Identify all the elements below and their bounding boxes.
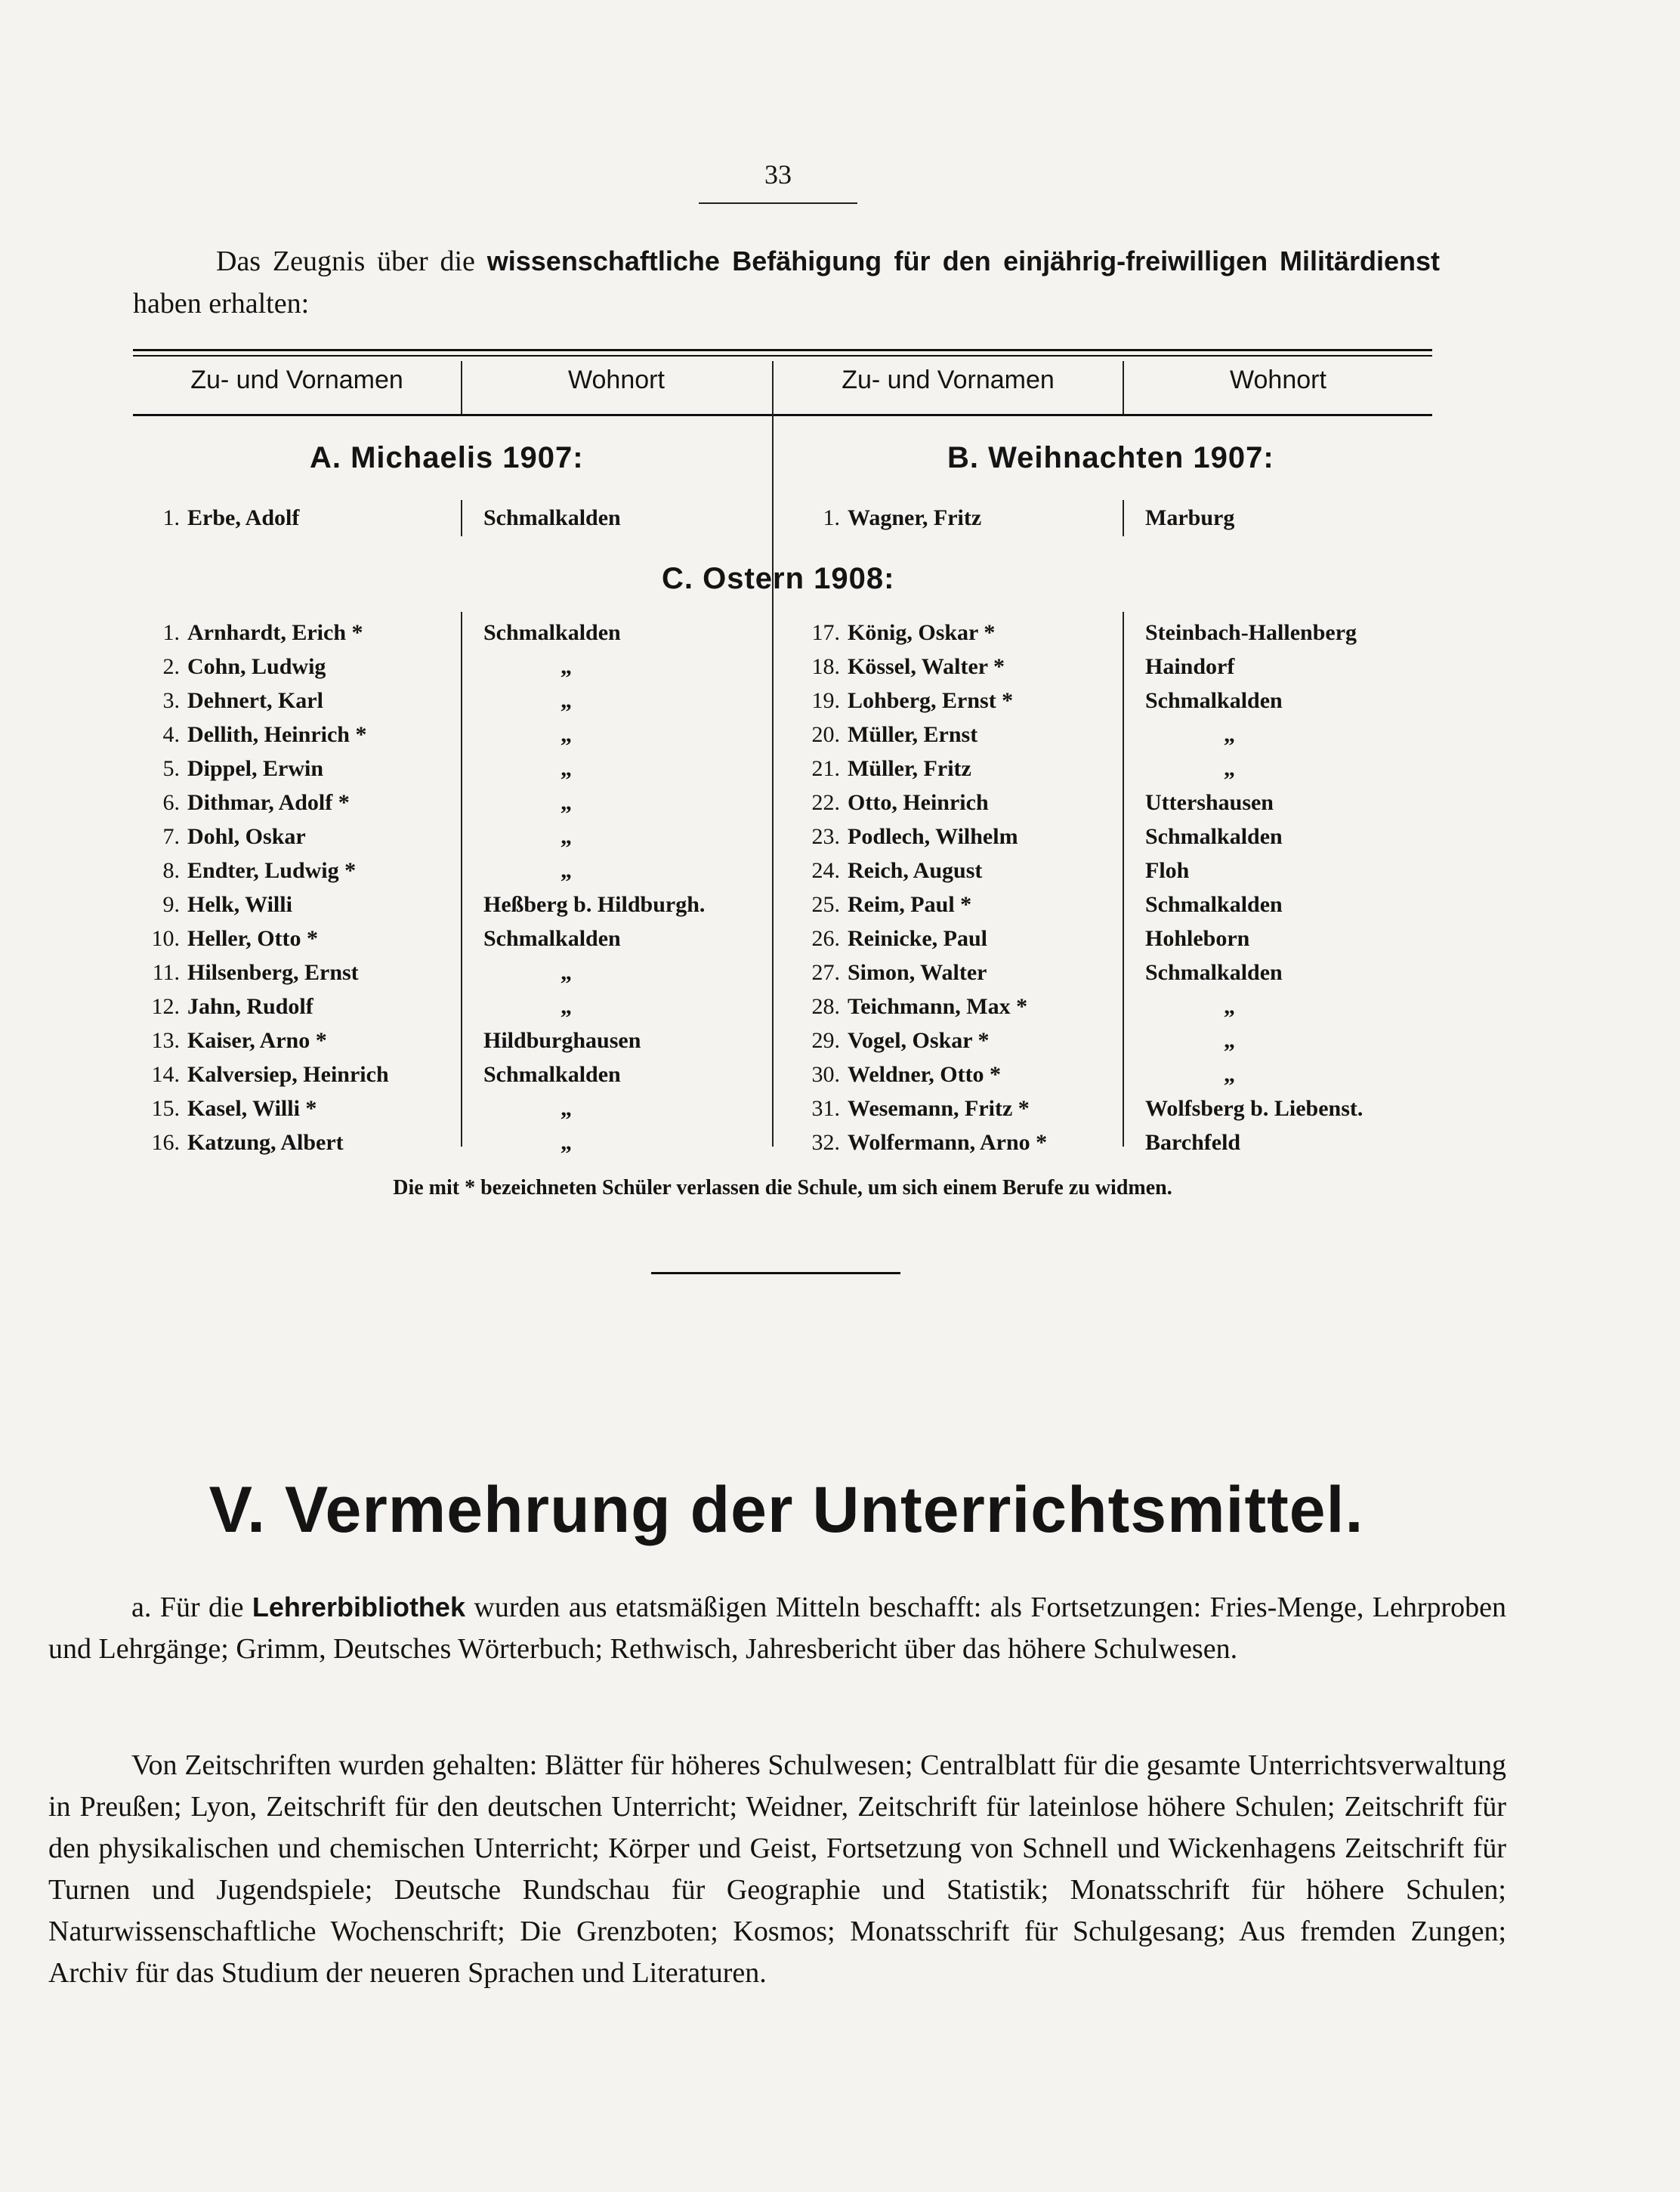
col-header-place-left: Wohnort: [568, 366, 665, 394]
row-name: Wagner, Fritz: [848, 505, 982, 530]
paragraph-lehrerbibliothek: [48, 1586, 1506, 1670]
row-place: „: [561, 722, 572, 747]
row-name: Dellith, Heinrich *: [187, 722, 367, 747]
row-place: Steinbach-Hallenberg: [1145, 620, 1357, 645]
col-header-place-right: Wohnort: [1230, 366, 1326, 394]
col-divider-header-1: [461, 361, 462, 414]
row-name: Otto, Heinrich: [848, 790, 989, 815]
paragraph-zeitschriften: [48, 1745, 1506, 1994]
row-number: 27.: [811, 960, 840, 985]
row-number: 25.: [811, 892, 840, 917]
row-name: Dohl, Oskar: [187, 824, 306, 849]
col-header-name-left: Zu- und Vornamen: [190, 366, 403, 394]
row-number: 18.: [811, 654, 840, 679]
row-number: 29.: [811, 1028, 840, 1053]
row-place: „: [561, 688, 572, 713]
row-place: Schmalkalden: [1145, 960, 1283, 985]
row-place: Schmalkalden: [483, 1062, 621, 1087]
row-name: Müller, Ernst: [848, 722, 978, 747]
row-place: Schmalkalden: [483, 620, 621, 645]
row-place: „: [561, 790, 572, 815]
row-place: „: [1224, 1028, 1235, 1053]
row-number: 1.: [162, 620, 180, 645]
page-number: 33: [764, 159, 792, 190]
para1-prefix: a. Für die: [131, 1592, 244, 1623]
intro-text: [133, 240, 1440, 325]
chapter-heading: V. Vermehrung der Unterrichtsmittel.: [208, 1474, 1364, 1546]
row-number: 22.: [811, 790, 840, 815]
row-place: „: [561, 1096, 572, 1121]
row-number: 1.: [162, 505, 180, 530]
section-c-heading: C. Ostern 1908:: [662, 562, 895, 595]
col-divider-c-right: [1123, 612, 1124, 1147]
row-number: 15.: [151, 1096, 180, 1121]
row-number: 28.: [811, 994, 840, 1019]
section-a-heading: A. Michaelis 1907:: [310, 441, 584, 474]
row-number: 5.: [162, 756, 180, 781]
row-number: 26.: [811, 926, 840, 951]
row-name: Katzung, Albert: [187, 1130, 344, 1155]
row-number: 7.: [162, 824, 180, 849]
row-name: Heller, Otto *: [187, 926, 319, 951]
row-place: „: [1224, 1062, 1235, 1087]
row-number: 1.: [823, 505, 840, 530]
row-number: 21.: [811, 756, 840, 781]
row-number: 17.: [811, 620, 840, 645]
row-name: Cohn, Ludwig: [187, 654, 326, 679]
row-place: Uttershausen: [1145, 790, 1274, 815]
row-number: 19.: [811, 688, 840, 713]
row-name: Jahn, Rudolf: [187, 994, 313, 1019]
row-number: 8.: [162, 858, 180, 883]
row-place: „: [561, 858, 572, 883]
table-top-rule: [133, 349, 1432, 351]
intro-part2: haben erhalten:: [133, 288, 310, 320]
row-name: Müller, Fritz: [848, 756, 971, 781]
row-name: Dithmar, Adolf *: [187, 790, 350, 815]
row-number: 24.: [811, 858, 840, 883]
row-place: „: [561, 654, 572, 679]
table-top-rule-inner: [133, 355, 1432, 357]
row-place: „: [561, 824, 572, 849]
row-place: Schmalkalden: [483, 505, 621, 530]
section-divider: [651, 1272, 900, 1274]
col-divider-b: [1123, 500, 1124, 536]
row-number: 14.: [151, 1062, 180, 1087]
row-name: Lohberg, Ernst *: [848, 688, 1014, 713]
row-name: Erbe, Adolf: [187, 505, 300, 530]
row-place: Barchfeld: [1145, 1130, 1241, 1155]
row-name: Wolfermann, Arno *: [848, 1130, 1048, 1155]
col-header-name-right: Zu- und Vornamen: [842, 366, 1055, 394]
row-number: 11.: [152, 960, 180, 985]
intro-part1: Das Zeugnis über die: [216, 245, 475, 277]
section-b-heading: B. Weihnachten 1907:: [947, 441, 1274, 474]
row-name: Weldner, Otto *: [848, 1062, 1002, 1087]
row-name: Dehnert, Karl: [187, 688, 323, 713]
row-number: 20.: [811, 722, 840, 747]
row-place: „: [561, 960, 572, 985]
row-name: Vogel, Oskar *: [848, 1028, 990, 1053]
row-place: „: [561, 756, 572, 781]
row-name: Dippel, Erwin: [187, 756, 324, 781]
row-name: Simon, Walter: [848, 960, 987, 985]
row-name: Kalversiep, Heinrich: [187, 1062, 389, 1087]
row-place: Schmalkalden: [483, 926, 621, 951]
table-header-rule: [133, 414, 1432, 416]
page-number-rule: [699, 202, 857, 204]
row-name: Wesemann, Fritz *: [848, 1096, 1030, 1121]
col-divider-header-3: [1123, 361, 1124, 414]
col-divider-center: [772, 361, 774, 1147]
row-number: 9.: [162, 892, 180, 917]
row-place: „: [1224, 756, 1235, 781]
row-number: 12.: [151, 994, 180, 1019]
row-place: „: [561, 1130, 572, 1155]
row-name: König, Oskar *: [848, 620, 996, 645]
row-place: Hohleborn: [1145, 926, 1250, 951]
row-name: Podlech, Wilhelm: [848, 824, 1018, 849]
para1-bold: Lehrerbibliothek: [252, 1592, 465, 1622]
row-name: Reich, August: [848, 858, 983, 883]
row-number: 6.: [162, 790, 180, 815]
row-place: „: [561, 994, 572, 1019]
row-name: Kasel, Willi *: [187, 1096, 317, 1121]
row-name: Arnhardt, Erich *: [187, 620, 363, 645]
row-name: Reim, Paul *: [848, 892, 972, 917]
row-number: 3.: [162, 688, 180, 713]
row-place: Haindorf: [1145, 654, 1235, 679]
row-name: Kössel, Walter *: [848, 654, 1005, 679]
para2-text: Von Zeitschriften wurden gehalten: Blätter für höheres Schulwesen; Centralblatt für die gesamte Unterrichtsverwaltung in Preußen; Lyon, Zeitschrift für den deutschen Unterricht; Weidner, Zeitschrift für lateinlose höhere Schulen; Zeitschrift für den physikalischen und chemischen Unterricht; Körper und Geist, Fortsetzung von Schnell und Wickenhagens Zeitschrift für Turnen und Jugendspiele; Deutsche Rundschau für Geographie und Statistik; Monatsschrift für höhere Schulen; Naturwissenschaftliche Wochenschrift; Die Grenzboten; Kosmos; Monatsschrift für Schulgesang; Aus fremden Zungen; Archiv für das Studium der neueren Sprachen und Literaturen.: [48, 1749, 1506, 1989]
row-place: Wolfsberg b. Liebenst.: [1145, 1096, 1363, 1121]
row-place: Schmalkalden: [1145, 892, 1283, 917]
row-number: 4.: [162, 722, 180, 747]
row-number: 2.: [162, 654, 180, 679]
col-divider-a: [461, 500, 462, 536]
row-number: 32.: [811, 1130, 840, 1155]
row-place: Marburg: [1145, 505, 1235, 530]
row-place: Heßberg b. Hildburgh.: [483, 892, 706, 917]
row-name: Hilsenberg, Ernst: [187, 960, 359, 985]
row-name: Kaiser, Arno *: [187, 1028, 327, 1053]
row-number: 16.: [151, 1130, 180, 1155]
row-name: Endter, Ludwig *: [187, 858, 357, 883]
intro-bold1: wissenschaftliche Befähigung für den einjährig-freiwilligen: [486, 245, 1268, 276]
row-name: Reinicke, Paul: [848, 926, 987, 951]
row-number: 30.: [811, 1062, 840, 1087]
row-place: Schmalkalden: [1145, 688, 1283, 713]
row-name: Helk, Willi: [187, 892, 292, 917]
row-number: 10.: [151, 926, 180, 951]
para1-rest: wurden aus etatsmäßigen Mitteln beschafft: als Fortsetzungen: Fries-Menge, Lehrproben und Lehrgänge; Grimm, Deutsches Wörterbuch; Rethwisch, Jahresbericht über das höhere Schulwesen.: [48, 1592, 1507, 1665]
row-number: 31.: [811, 1096, 840, 1121]
row-name: Teichmann, Max *: [848, 994, 1028, 1019]
col-divider-c-left: [461, 612, 462, 1147]
row-number: 23.: [811, 824, 840, 849]
intro-bold2: Militärdienst: [1280, 245, 1441, 276]
row-place: Floh: [1145, 858, 1190, 883]
table-footnote: Die mit * bezeichneten Schüler verlassen die Schule, um sich einem Berufe zu widmen.: [393, 1176, 1172, 1199]
row-place: „: [1224, 722, 1235, 747]
row-place: Schmalkalden: [1145, 824, 1283, 849]
row-place: Hildburghausen: [483, 1028, 641, 1053]
row-number: 13.: [151, 1028, 180, 1053]
row-place: „: [1224, 994, 1235, 1019]
